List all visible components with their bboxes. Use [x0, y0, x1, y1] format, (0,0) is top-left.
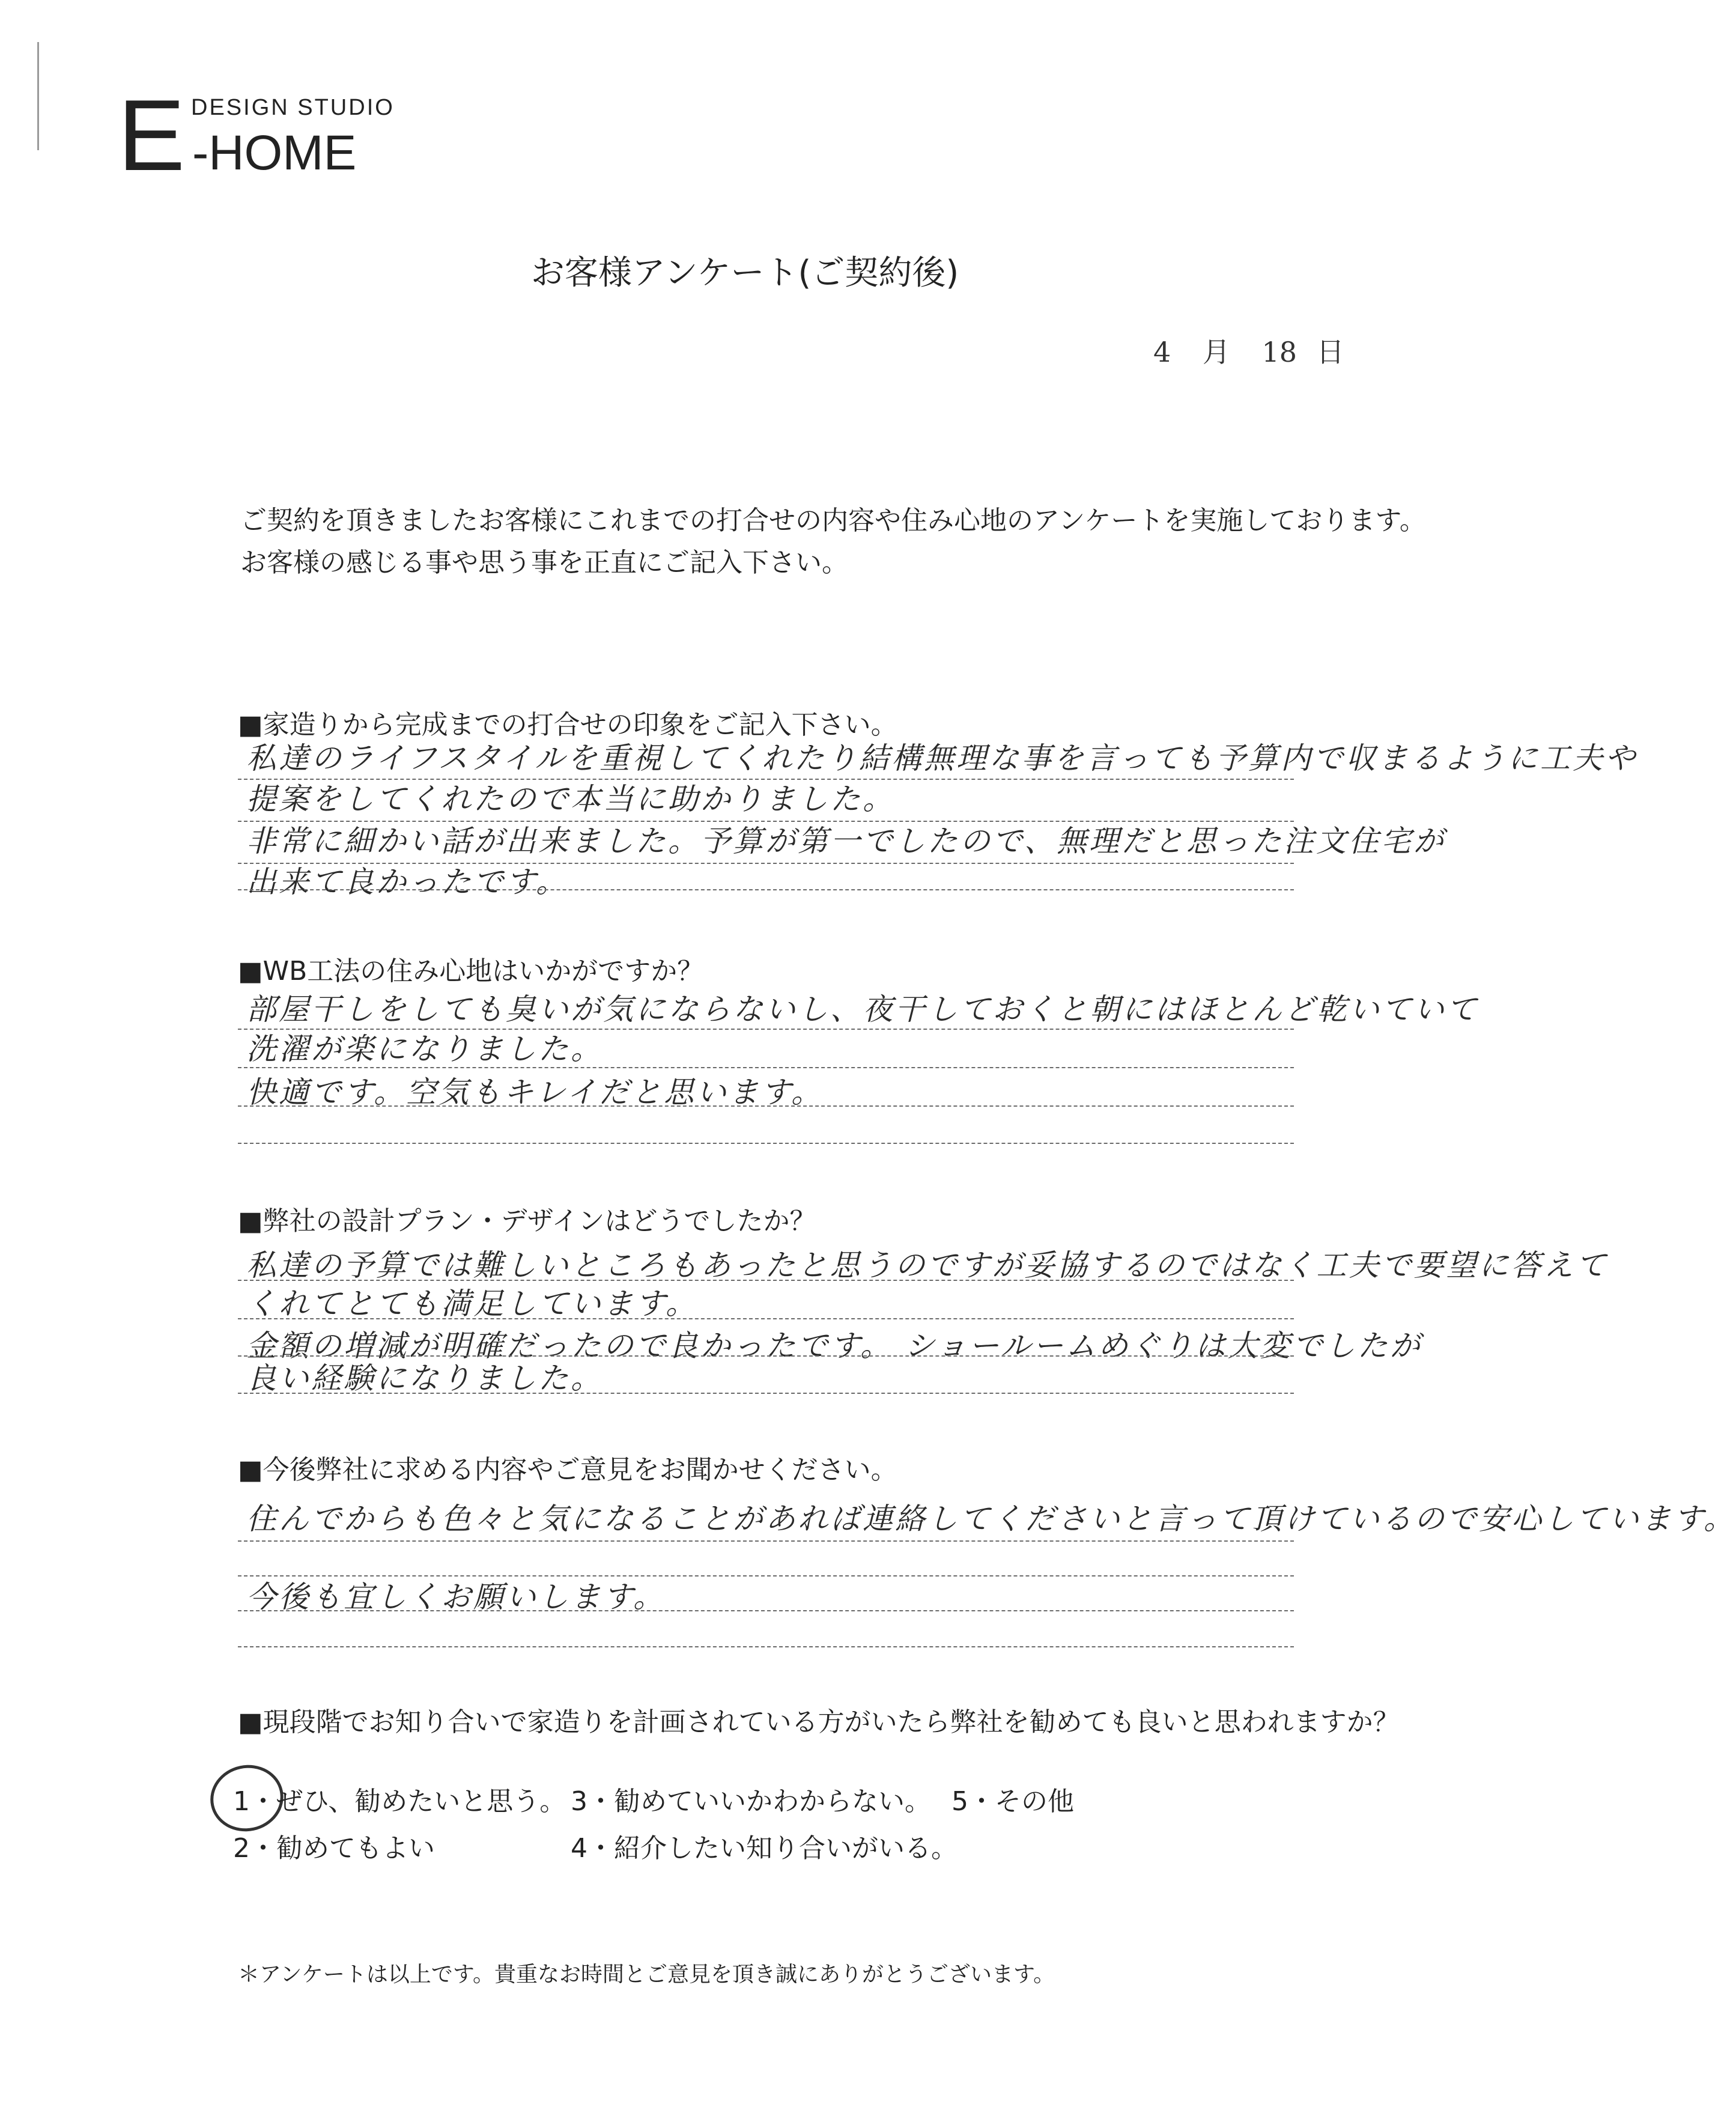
logo-design-studio: DESIGN STUDIO	[191, 95, 395, 120]
intro-line: ご契約を頂きましたお客様にこれまでの打合せの内容や住み心地のアンケートを実施しております。	[240, 505, 1426, 536]
answer-rule	[238, 1540, 1294, 1542]
intro-line: お客様の感じる事や思う事を正直にご記入下さい。	[240, 547, 848, 578]
question-heading: ■現段階でお知り合いで家造りを計画されている方がいたら弊社を勧めても良いと思われますか？	[238, 1707, 1400, 1738]
answer-rule	[238, 1105, 1294, 1107]
handwritten-answer: 私達の予算では難しいところもあったと思うのですが妥協するのではなく工夫で要望に答えて	[246, 1248, 1609, 1283]
handwritten-answer: くれてとても満足しています。	[246, 1286, 698, 1321]
answer-rule	[238, 1143, 1294, 1144]
answer-rule	[238, 889, 1294, 890]
handwritten-answer: 提案をしてくれたので本当に助かりました。	[246, 782, 895, 816]
option-5[interactable]: 5・その他	[951, 1786, 1074, 1817]
date-month: 4	[1153, 336, 1171, 368]
margin-mark	[37, 42, 39, 150]
option-2[interactable]: 2・勧めてもよい	[233, 1833, 435, 1864]
handwritten-answer: 良い経験になりました。	[246, 1361, 603, 1396]
question-heading: ■弊社の設計プラン・デザインはどうでしたか？	[238, 1206, 816, 1236]
handwritten-answer: 出来て良かったです。	[246, 865, 568, 899]
option-3[interactable]: 3・勧めていいかわからない。	[571, 1786, 931, 1817]
answer-rule	[238, 1610, 1294, 1611]
date-day: 18	[1261, 336, 1297, 368]
handwritten-answer: 非常に細かい話が出来ました。予算が第一でしたので、無理だと思った注文住宅が	[246, 824, 1446, 859]
option-4[interactable]: 4・紹介したい知り合いがいる。	[571, 1833, 958, 1864]
question-heading: ■WB工法の住み心地はいかがですか？	[238, 956, 704, 987]
logo-letter-e: E	[118, 79, 186, 192]
question-heading: ■今後弊社に求める内容やご意見をお聞かせください。	[238, 1455, 897, 1485]
answer-rule	[238, 1646, 1294, 1647]
handwritten-answer: 今後も宜しくお願いします。	[246, 1579, 666, 1614]
handwritten-answer: 洗濯が楽になりました。	[246, 1032, 603, 1066]
handwritten-answer: 私達のライフスタイルを重視してくれたり結構無理な事を言っても予算内で収まるように工夫や	[246, 741, 1637, 776]
handwritten-answer: 住んでからも色々と気になることがあれば連絡してくださいと言って頂けているので安心しています。	[246, 1501, 1736, 1536]
option-1[interactable]: 1・ぜひ、勧めたいと思う。	[233, 1786, 566, 1817]
logo-home: -HOME	[192, 126, 357, 180]
footer-note: ＊アンケートは以上です。貴重なお時間とご意見を頂き誠にありがとうございます。	[238, 1962, 1055, 1987]
page-title: お客様アンケート(ご契約後)	[530, 254, 959, 293]
answer-rule	[238, 1393, 1294, 1394]
answer-rule	[238, 1318, 1294, 1319]
handwritten-answer: 快適です。空気もキレイだと思います。	[246, 1075, 824, 1110]
date-day-label: 日	[1316, 336, 1344, 368]
question-heading: ■家造りから完成までの打合せの印象をご記入下さい。	[238, 710, 897, 740]
date-month-label: 月	[1202, 336, 1230, 368]
handwritten-answer: 金額の増減が明確だったので良かったです。 ショールームめぐりは大変でしたが	[246, 1328, 1422, 1363]
handwritten-answer: 部屋干しをしても臭いが気にならないし、夜干しておくと朝にはほとんど乾いていて	[246, 992, 1479, 1027]
date	[1153, 330, 1344, 370]
